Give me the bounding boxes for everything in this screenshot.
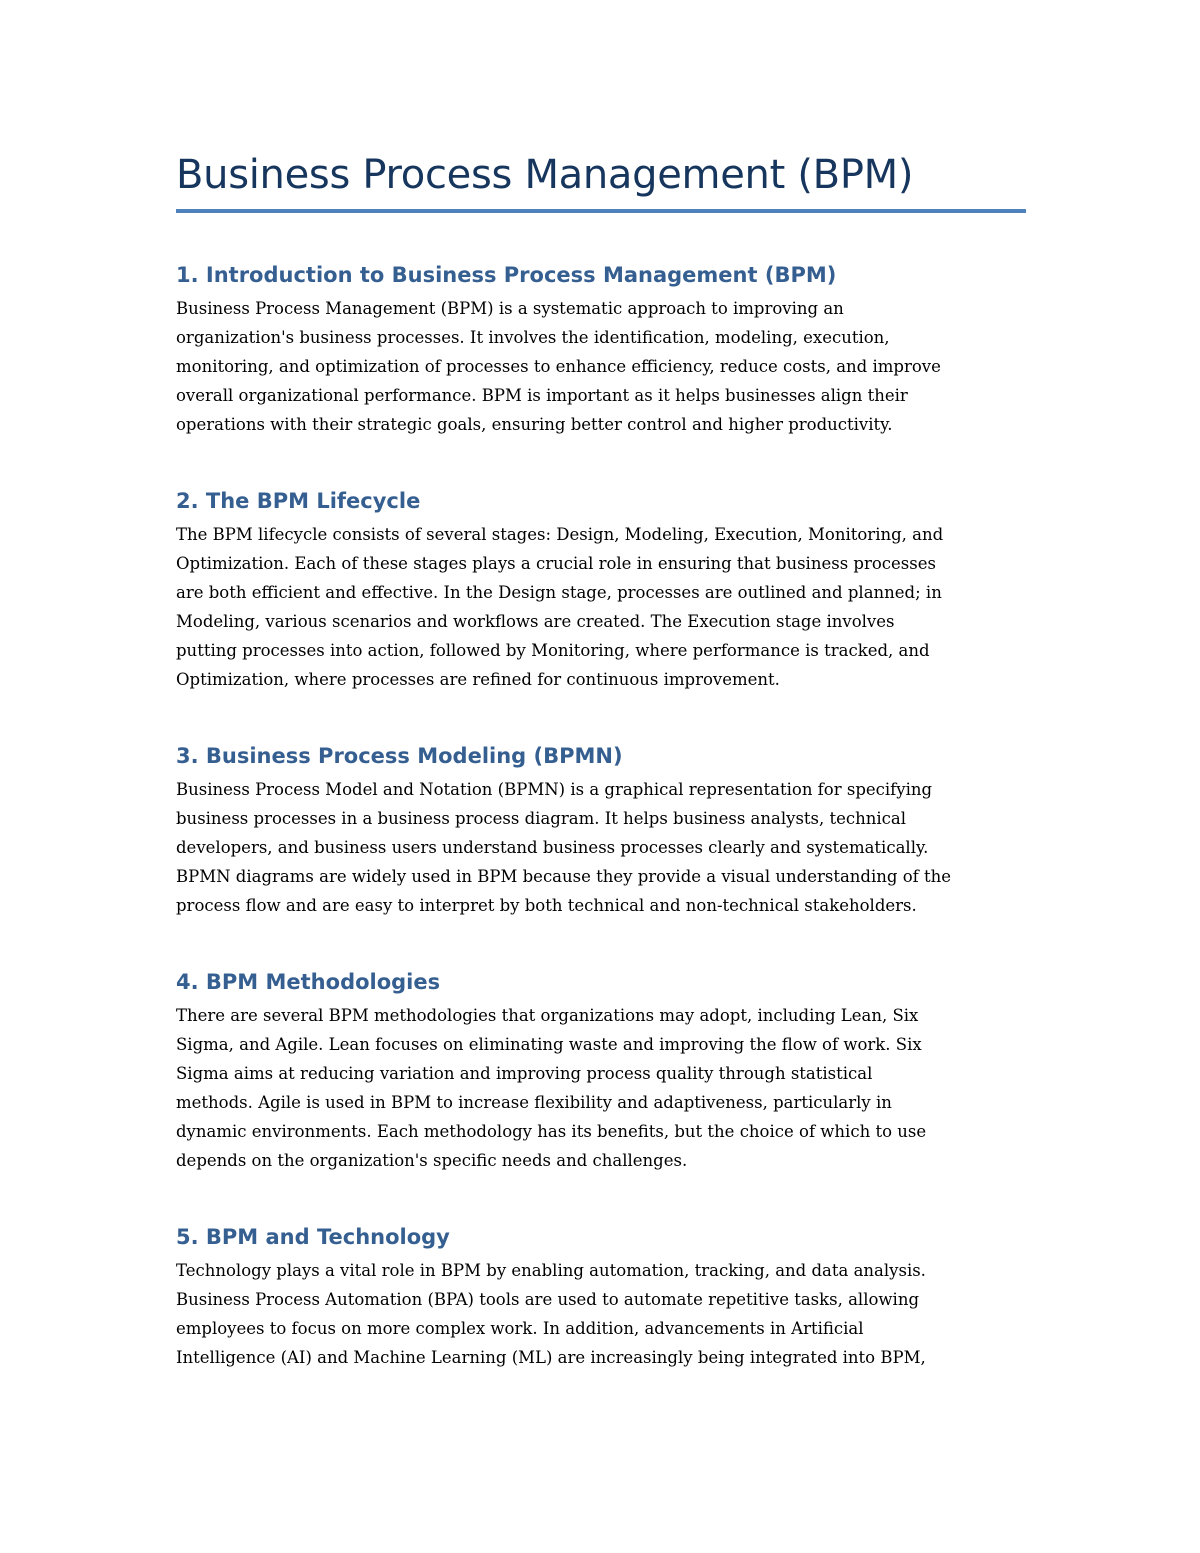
section-heading: 5. BPM and Technology [176, 1225, 450, 1249]
body-line: operations with their strategic goals, ensuring better control and higher productivity. [176, 415, 893, 434]
section-introduction [176, 260, 1026, 439]
body-line: Sigma, and Agile. Lean focuses on eliminating waste and improving the flow of work. Six [176, 1035, 922, 1054]
section-technology [176, 1222, 1026, 1372]
body-line: Business Process Model and Notation (BPMN) is a graphical representation for specifying [176, 780, 933, 799]
body-line: The BPM lifecycle consists of several stages: Design, Modeling, Execution, Monitoring, and [176, 525, 944, 544]
body-line: Optimization. Each of these stages plays a crucial role in ensuring that business processes [176, 554, 936, 573]
section-heading: 2. The BPM Lifecycle [176, 489, 421, 513]
section-body [176, 775, 1026, 920]
body-line: monitoring, and optimization of processes to enhance efficiency, reduce costs, and improve [176, 357, 941, 376]
body-line: methods. Agile is used in BPM to increase flexibility and adaptiveness, particularly in [176, 1093, 892, 1112]
section-body [176, 1001, 1026, 1175]
section-methodologies [176, 967, 1026, 1175]
title-underline-rule [176, 209, 1026, 213]
body-line: Technology plays a vital role in BPM by enabling automation, tracking, and data analysis. [176, 1261, 926, 1280]
body-line: developers, and business users understand business processes clearly and systematically. [176, 838, 929, 857]
section-modeling [176, 741, 1026, 920]
body-line: Business Process Management (BPM) is a systematic approach to improving an [176, 299, 844, 318]
body-line: Intelligence (AI) and Machine Learning (ML) are increasingly being integrated into BPM, [176, 1348, 926, 1367]
body-line: business processes in a business process diagram. It helps business analysts, technical [176, 809, 907, 828]
body-line: are both efficient and effective. In the Design stage, processes are outlined and planned; in [176, 583, 942, 602]
body-line: overall organizational performance. BPM is important as it helps businesses align their [176, 386, 908, 405]
body-line: organization's business processes. It involves the identification, modeling, execution, [176, 328, 890, 347]
section-body [176, 520, 1026, 694]
body-line: dynamic environments. Each methodology has its benefits, but the choice of which to use [176, 1122, 927, 1141]
body-line: Optimization, where processes are refined for continuous improvement. [176, 670, 780, 689]
document-title: Business Process Management (BPM) [176, 152, 914, 198]
body-line: process flow and are easy to interpret by both technical and non-technical stakeholders. [176, 896, 917, 915]
body-line: depends on the organization's specific needs and challenges. [176, 1151, 688, 1170]
body-line: There are several BPM methodologies that organizations may adopt, including Lean, Six [176, 1006, 919, 1025]
section-body [176, 1256, 1026, 1372]
document-content [176, 143, 1026, 1372]
body-line: putting processes into action, followed by Monitoring, where performance is tracked, and [176, 641, 930, 660]
body-line: employees to focus on more complex work. In addition, advancements in Artificial [176, 1319, 864, 1338]
section-lifecycle [176, 486, 1026, 694]
section-body [176, 294, 1026, 439]
section-heading: 1. Introduction to Business Process Management (BPM) [176, 263, 837, 287]
body-line: Modeling, various scenarios and workflows are created. The Execution stage involves [176, 612, 895, 631]
body-line: Sigma aims at reducing variation and improving process quality through statistical [176, 1064, 873, 1083]
section-heading: 3. Business Process Modeling (BPMN) [176, 744, 623, 768]
body-line: BPMN diagrams are widely used in BPM because they provide a visual understanding of the [176, 867, 952, 886]
body-line: Business Process Automation (BPA) tools are used to automate repetitive tasks, allowing [176, 1290, 920, 1309]
section-heading: 4. BPM Methodologies [176, 970, 441, 994]
